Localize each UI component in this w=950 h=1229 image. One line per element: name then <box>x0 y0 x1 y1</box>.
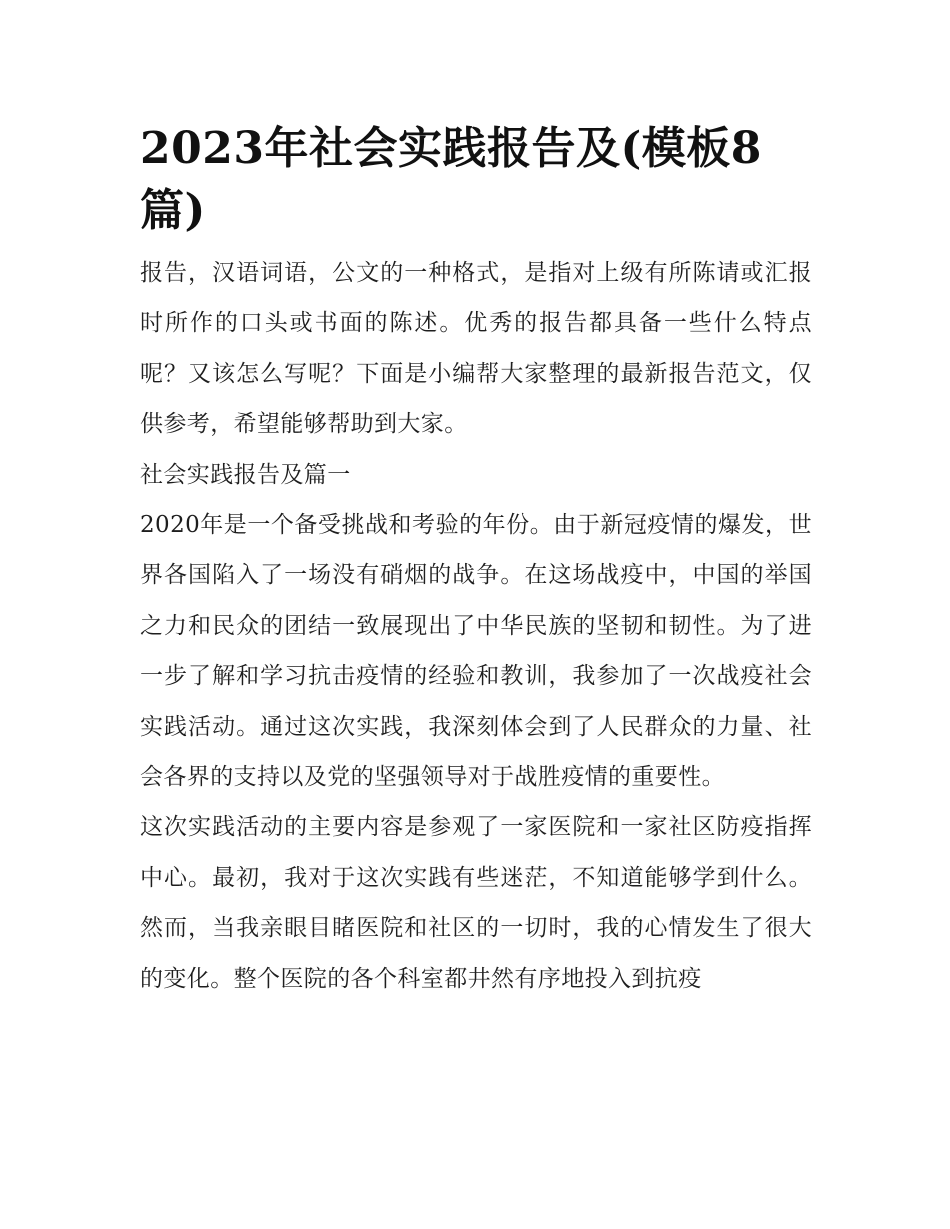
intro-paragraph: 报告，汉语词语，公文的一种格式，是指对上级有所陈请或汇报时所作的口头或书面的陈述。优秀的报告都具备一些什么特点呢？又该怎么写呢？下面是小编帮大家整理的最新报告范文，仅供参考，希望能够帮助到大家。 <box>140 260 812 438</box>
section-heading: 社会实践报告及篇一 <box>140 461 351 488</box>
body-paragraph: 2020年是一个备受挑战和考验的年份。由于新冠疫情的爆发，世界各国陷入了一场没有硝烟的战争。在这场战疫中，中国的举国之力和民众的团结一致展现出了中华民族的坚韧和韧性。为了进一步了解和学习抗击疫情的经验和教训，我参加了一次战疫社会实践活动。通过这次实践，我深刻体会到了人民群众的力量、社会各界的支持以及党的坚强领导对于战胜疫情的重要性。 <box>140 512 812 791</box>
document-body <box>140 118 812 1004</box>
document-title: 2023年社会实践报告及(模板8篇) <box>140 123 762 236</box>
body-paragraph: 这次实践活动的主要内容是参观了一家医院和一家社区防疫指挥中心。最初，我对于这次实践有些迷茫，不知道能够学到什么。然而，当我亲眼目睹医院和社区的一切时，我的心情发生了很大的变化。整个医院的各个科室都井然有序地投入到抗疫 <box>140 814 812 992</box>
